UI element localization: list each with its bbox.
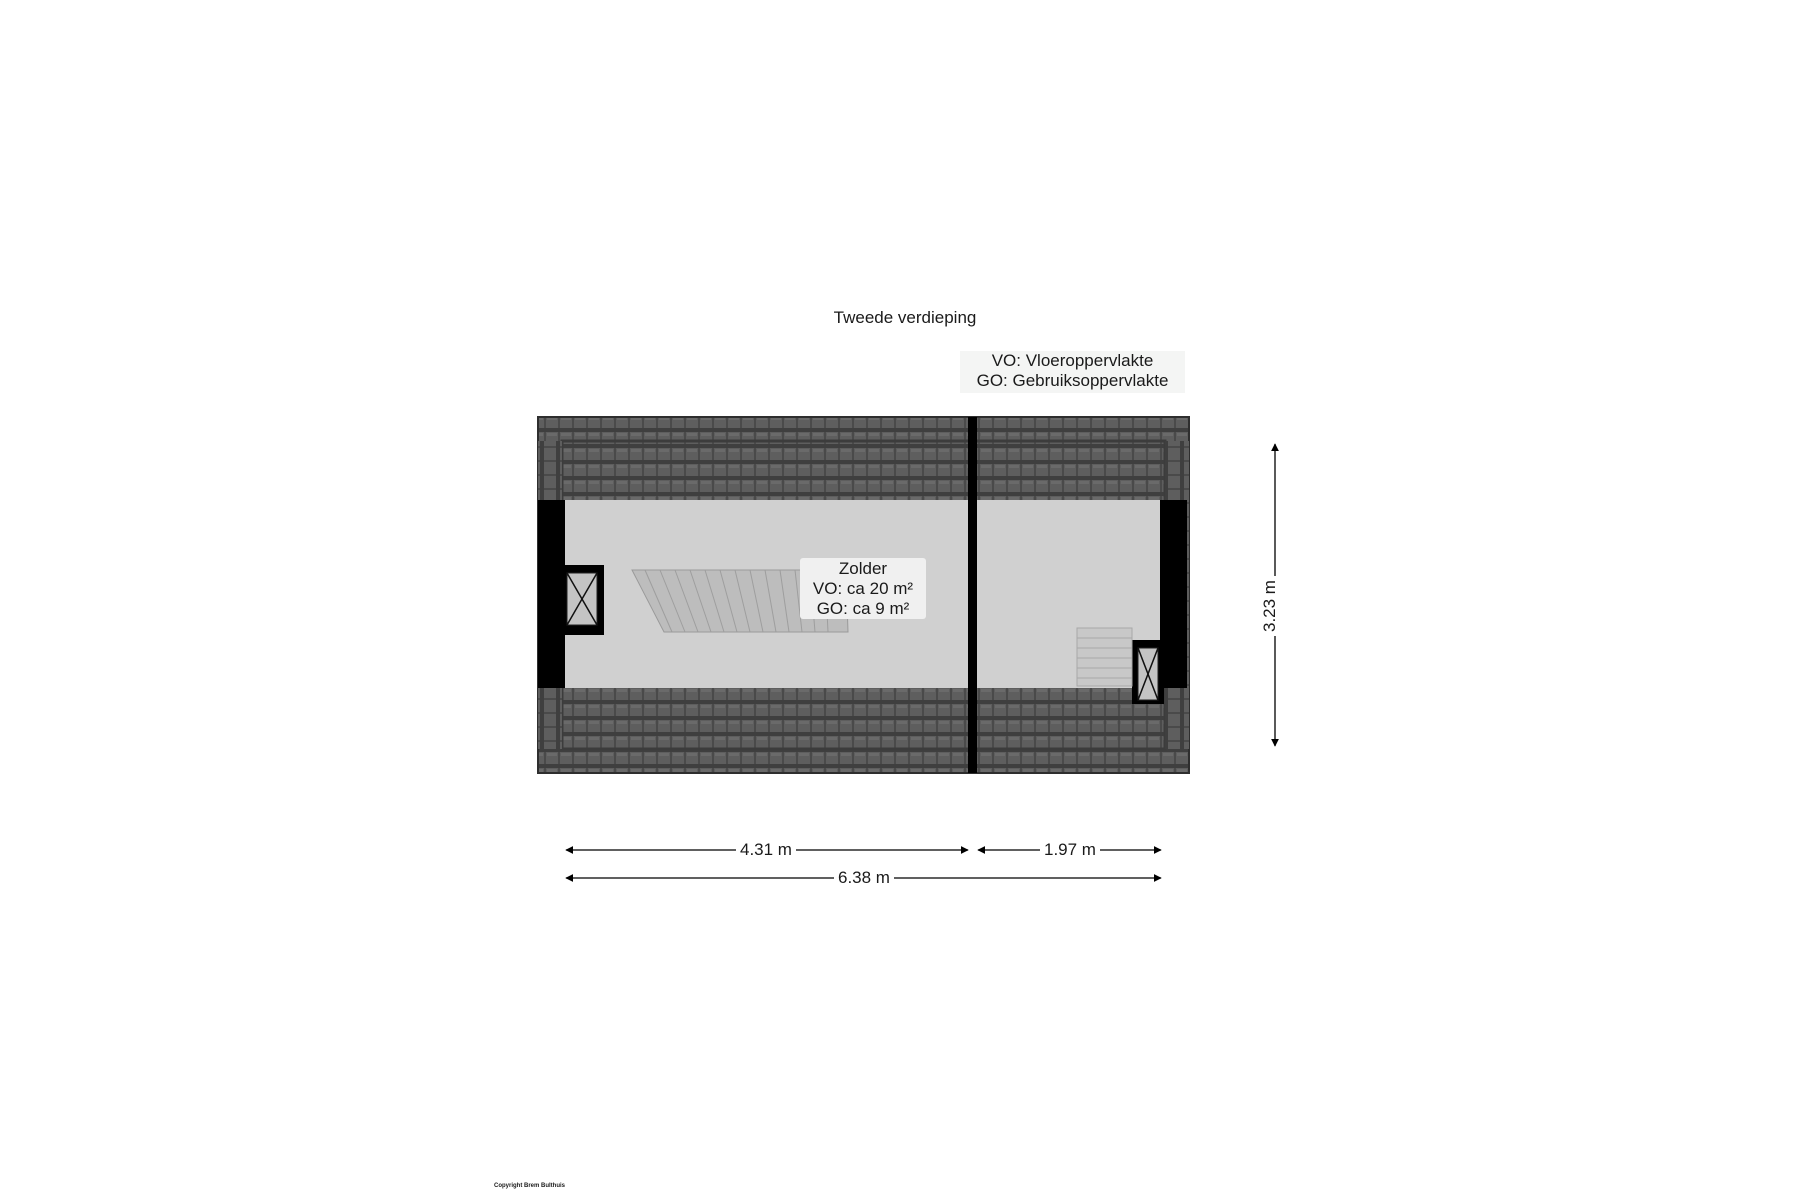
dim-left-width: 4.31 m — [736, 840, 796, 860]
stair-right — [1077, 628, 1132, 686]
shaft-right — [1132, 640, 1164, 704]
room-label-zolder — [800, 558, 926, 619]
shaft-left — [562, 565, 604, 635]
dim-total-width: 6.38 m — [834, 868, 894, 888]
room-name: Zolder — [838, 559, 888, 578]
dim-right-width: 1.97 m — [1040, 840, 1100, 860]
copyright-text: Copyright Brem Bulthuis — [494, 1183, 566, 1189]
legend-vo: VO: Vloeroppervlakte — [991, 351, 1154, 370]
legend-go: GO: Gebruiksoppervlakte — [976, 371, 1169, 390]
room-go: GO: ca 9 m² — [816, 599, 910, 618]
dim-depth: 3.23 m — [1260, 576, 1280, 636]
floor-title: Tweede verdieping — [833, 308, 977, 327]
room-vo: VO: ca 20 m² — [812, 579, 914, 598]
